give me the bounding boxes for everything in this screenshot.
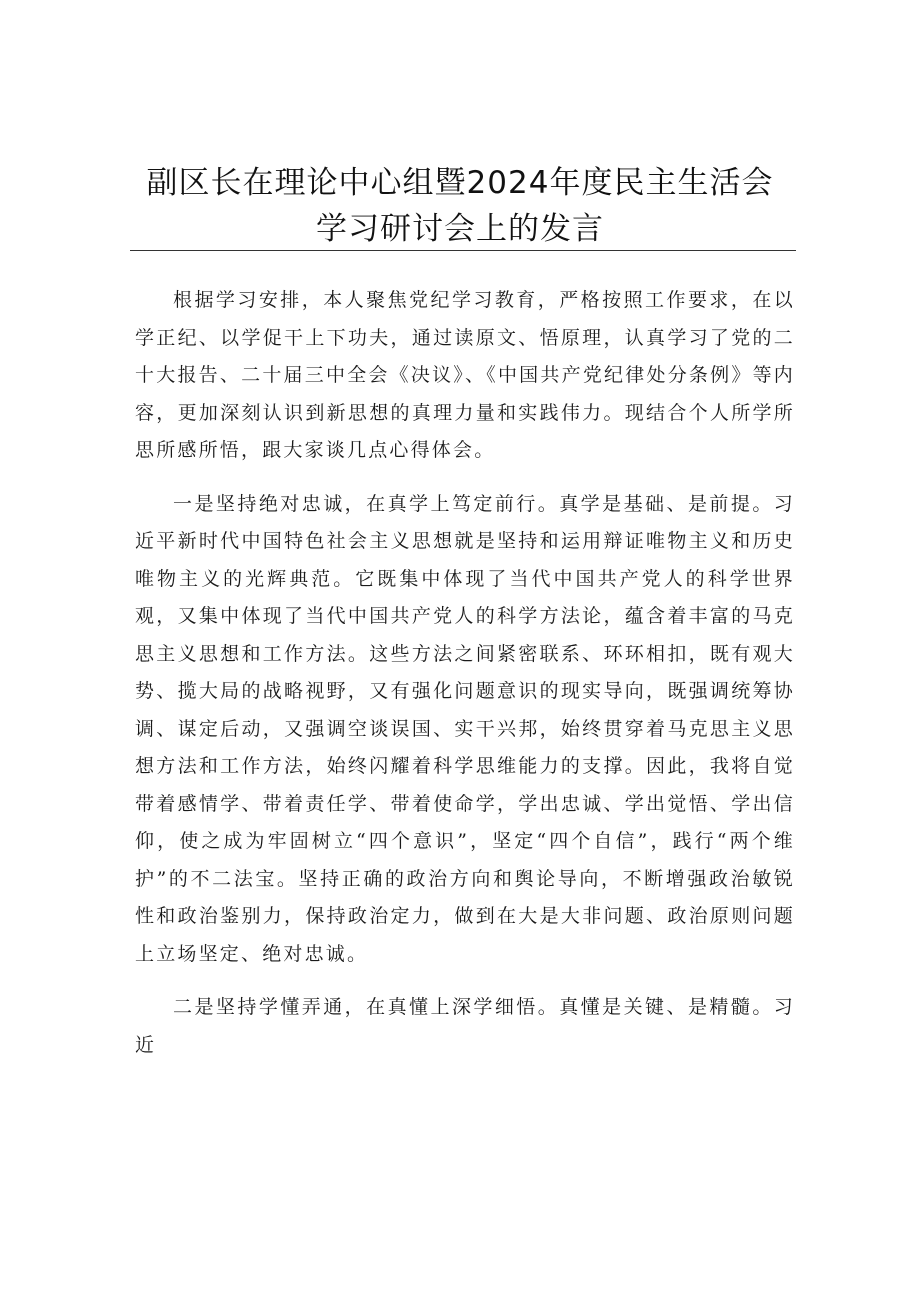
paragraph-point-two: 二是坚持学懂弄通，在真懂上深学细悟。真懂是关键、是精髓。习近: [135, 996, 795, 1056]
paragraph-intro: 根据学习安排，本人聚焦党纪学习教育，严格按照工作要求，在以学正纪、以学促干上下功夫，通过读原文、悟原理，认真学习了党的二十大报告、二十届三中全会《决议》、《中国共产党纪律处分条例》等内容，更加深刻认识到新思想的真理力量和实践伟力。现结合个人所学所思所感所悟，跟大家谈几点心得体会。: [135, 289, 795, 461]
title-underline-divider: [130, 250, 796, 251]
title-line-2: 学习研讨会上的发言: [316, 211, 604, 247]
title-line-1: 副区长在理论中心组暨2024年度民主生活会: [146, 165, 774, 201]
document-title: [130, 160, 790, 252]
document-body: [135, 282, 795, 1080]
paragraph-point-one: 一是坚持绝对忠诚，在真学上笃定前行。真学是基础、是前提。习近平新时代中国特色社会主义思想就是坚持和运用辩证唯物主义和历史唯物主义的光辉典范。它既集中体现了当代中国共产党人的科学世界观，又集中体现了当代中国共产党人的科学方法论，蕴含着丰富的马克思主义思想和工作方法。这些方法之间紧密联系、环环相扣，既有观大势、揽大局的战略视野，又有强化问题意识的现实导向，既强调统筹协调、谋定后动，又强调空谈误国、实干兴邦，始终贯穿着马克思主义思想方法和工作方法，始终闪耀着科学思维能力的支撑。因此，我将自觉带着感情学、带着责任学、带着使命学，学出忠诚、学出觉悟、学出信仰，使之成为牢固树立“四个意识”，坚定“四个自信”，践行“两个维护”的不二法宝。坚持正确的政治方向和舆论导向，不断增强政治敏锐性和政治鉴别力，保持政治定力，做到在大是大非问题、政治原则问题上立场坚定、绝对忠诚。: [135, 492, 795, 965]
